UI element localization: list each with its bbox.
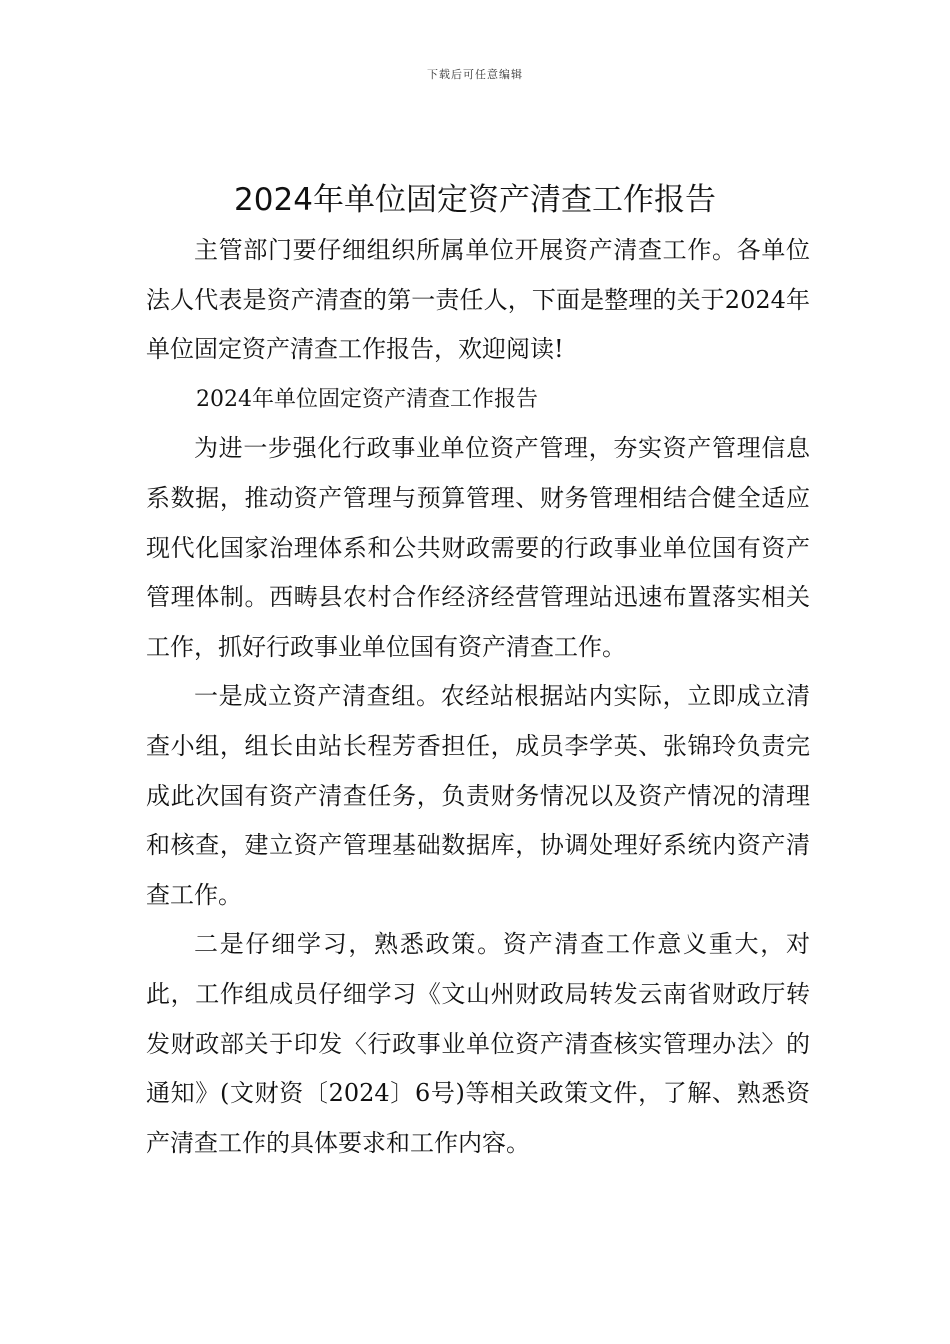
report-subtitle: 2024年单位固定资产清查工作报告 (196, 386, 538, 412)
body-paragraph-3: 二是仔细学习，熟悉政策。资产清查工作意义重大，对此，工作组成员仔细学习《文山州财政局转发云南省财政厅转发财政部关于印发〈行政事业单位资产清查核实管理办法〉的通知》(文财资〔2024〕6号)等相关政策文件，了解、熟悉资产清查工作的具体要求和工作内容。 (146, 930, 810, 1157)
intro-paragraph: 主管部门要仔细组织所属单位开展资产清查工作。各单位法人代表是资产清查的第一责任人，下面是整理的关于2024年单位固定资产清查工作报告，欢迎阅读! (146, 236, 810, 364)
body-paragraph-1: 为进一步强化行政事业单位资产管理，夯实资产管理信息系数据，推动资产管理与预算管理、财务管理相结合健全适应现代化国家治理体系和公共财政需要的行政事业单位国有资产管理体制。西畴县农村合作经济经营管理站迅速布置落实相关工作，抓好行政事业单位国有资产清查工作。 (146, 434, 810, 661)
page-header-note: 下载后可任意编辑 (427, 68, 523, 81)
document-body (146, 226, 810, 1168)
body-paragraph-2: 一是成立资产清查组。农经站根据站内实际，立即成立清查小组，组长由站长程芳香担任，成员李学英、张锦玲负责完成此次国有资产清查任务，负责财务情况以及资产情况的清理和核查，建立资产管理基础数据库，协调处理好系统内资产清查工作。 (146, 682, 810, 909)
document-title: 2024年单位固定资产清查工作报告 (234, 182, 716, 218)
